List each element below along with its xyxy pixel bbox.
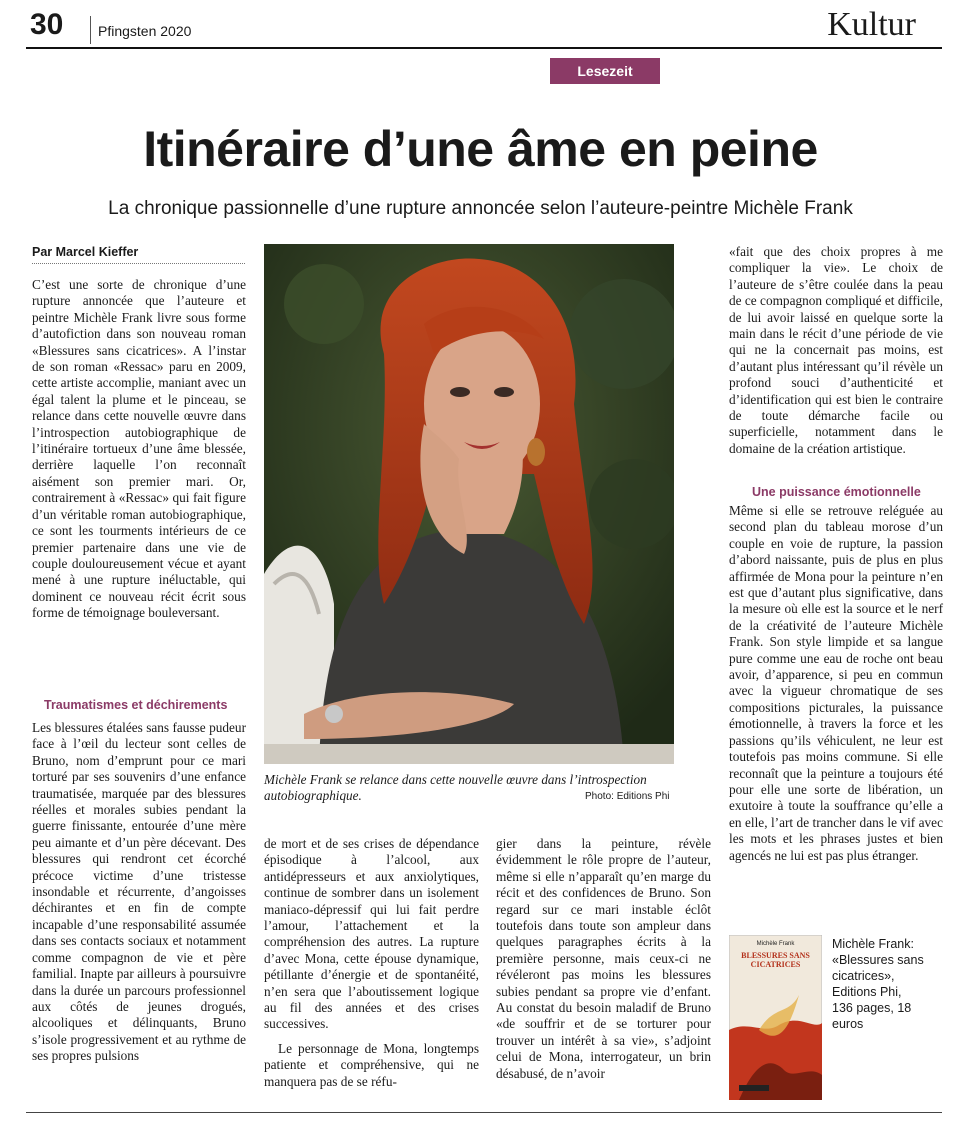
photo-caption: Michèle Frank se relance dans cette nouvelle œuvre dans l’introspection autobiographique. <box>264 772 647 803</box>
column-4-body <box>729 503 943 864</box>
byline-rule <box>32 263 245 264</box>
issue-date: Pfingsten 2020 <box>98 23 192 39</box>
subtitle-traumatismes: Traumatismes et déchirements <box>44 698 228 712</box>
portrait-illustration <box>264 244 674 764</box>
book-caption-line: Editions Phi, <box>832 985 902 999</box>
article-headline: Itinéraire d’une âme en peine <box>143 121 818 177</box>
paragraph: de mort et de ses crises de dépendance épisodique à l’alcool, aux antidépresseurs et aux anxiolytiques, continue de sombrer dans un isolement maniaco-dépressif qui lui fait perdre l’amour, l’attachement et la compréhension des autres. La rupture d’avec Mona, cette épouse dynamique, pétillante d’énergie et de spontanéité, n’en sera que l’aboutissement logique au fil des années et des crises successives. <box>264 836 479 1032</box>
book-cover-title: BLESSURES SANS CICATRICES <box>741 951 810 969</box>
top-rule <box>26 47 942 49</box>
book-caption <box>832 936 942 1032</box>
book-caption-line: «Blessures sans cicatrices», <box>832 953 924 983</box>
paragraph: Les blessures étalées sans fausse pudeur face à l’œil du lecteur sont celles de Bruno, nom d’emprunt pour ce mari torturé par ses souvenirs d’une enfance traumatisée, marquée par des blessures réelles et morales subies pendant la guerre finissante, entourée d’une mère peu aimante et d’un père décevant. Des blessures qui rendront cet écorché précoce victime d’une tristesse insondable et récurrente, d’angoisses déchirantes et en fin de compte incapable d’une responsabilité assumée dans ses contacts sociaux et notamment comme compagnon de vie et père familial. Inapte par ailleurs à poursuivre dans la durée un parcours professionnel aux côtés de jeunes drogués, alcooliques et délinquants, Bruno s’isole progressivement et au rythme de ses propres pulsions <box>32 720 246 1064</box>
subtitle-puissance: Une puissance émotionnelle <box>752 485 921 499</box>
column-1-body <box>32 720 246 1065</box>
masthead-divider <box>90 16 91 44</box>
paragraph: gier dans la peinture, révèle évidemment le rôle propre de l’auteur, même si elle n’apparaît qu’en marge du récit et des confidences de Bruno. Son regard sur ce mari instable éclôt toutefois dans toute son ampleur dans quelques paragraphes écrits à la première personne, mais ceux-ci ne révéleront pas moins les blessures subies pendant sa propre vie d’enfant. Au constat du besoin maladif de Bruno «de souffrir et de se torturer pour trouver un intérêt à sa vie», s’adjoint celui de Mona, interrogateur, un brin désabusé, de n’avoir <box>496 836 711 1081</box>
book-caption-line: 136 pages, 18 euros <box>832 1001 912 1031</box>
column-2-body <box>264 836 479 1090</box>
byline: Par Marcel Kieffer <box>32 245 139 259</box>
photo-credit: Photo: Editions Phi <box>585 791 670 802</box>
kicker-badge: Lesezeit <box>550 58 660 84</box>
book-cover-author: Michèle Frank <box>756 941 795 947</box>
section-title: Kultur <box>827 6 916 43</box>
paragraph: Même si elle se retrouve reléguée au second plan du tableau morose d’un couple en voie de rupture, la passion d’abord naissante, puis de plus en plus affirmée de Mona pour la peinture n’en est que d’autant plus significative, dans la mesure où elle est la source et le nerf de la créativité de l’auteure Michèle Frank. Son style limpide et sa langue pure comme une eau de roche ont beau avoir, d’apparence, si peu en commun avec la vigueur chromatique de ses compositions picturales, la puissance émotionnelle, à travers la force et les passions qu’ils véhiculent, ne leur est toutefois pas moins commune. Si elle reconnaît que la peinture a toujours été pour elle une sorte de libération, un exutoire à toute la souffrance qu’elle a en elle, l’art de trancher dans le vif avec les mots et les phrases justes et bien agencés ne lui est pas plus étranger. <box>729 503 943 863</box>
book-caption-line: Michèle Frank: <box>832 937 914 951</box>
article-intro <box>32 277 246 622</box>
article-subheadline: La chronique passionnelle d’une rupture annoncée selon l’auteure-peintre Michèle Frank <box>108 198 853 219</box>
page-number: 30 <box>30 8 64 41</box>
book-cover <box>729 935 822 1100</box>
column-4-top <box>729 244 943 457</box>
paragraph: Le personnage de Mona, longtemps patiente et compréhensive, qui ne manquera pas de se réfu- <box>264 1040 479 1089</box>
intro-paragraph: C’est une sorte de chronique d’une rupture annoncée que l’auteure et peintre Michèle Frank livre sous forme d’autofiction dans son nouveau roman «Blessures sans cicatrices». A l’instar de son roman «Ressac» paru en 2009, cette artiste accomplie, maniant avec un égal talent la plume et le pinceau, se relance dans cette nouvelle œuvre dans l’introspection autobiographique de l’itinéraire tortueux d’une âme blessée, derrière laquelle l’on reconnaît aisément son premier mari. Or, contrairement à «Ressac» qui fait figure d’un véritable roman autobiographique, ce sont les tourments intérieurs de ce premier partenaire dans une vie de couple douloureusement vécue et ayant mené à une rupture inéluctable, qui dominent ce nouveau récit écrit sous forme de témoignage bouleversant. <box>32 277 246 621</box>
column-3-body <box>496 836 711 1082</box>
paragraph: «fait que des choix propres à me compliquer la vie». Le choix de l’auteure de s’être coulée dans la peau de ce compagnon compliqué et difficile, de lui avoir laissé en quelque sorte la main dans le récit d’une période de vie qui ne la concernait pas moins, est d’autant plus intéressant qu’il révèle un profond souci d’authenticité et d’identification qui est bien le contraire de toute démarche facile ou superficielle, notamment dans le domaine de la création artistique. <box>729 244 943 456</box>
author-photo <box>264 244 674 764</box>
bottom-rule <box>26 1112 942 1113</box>
